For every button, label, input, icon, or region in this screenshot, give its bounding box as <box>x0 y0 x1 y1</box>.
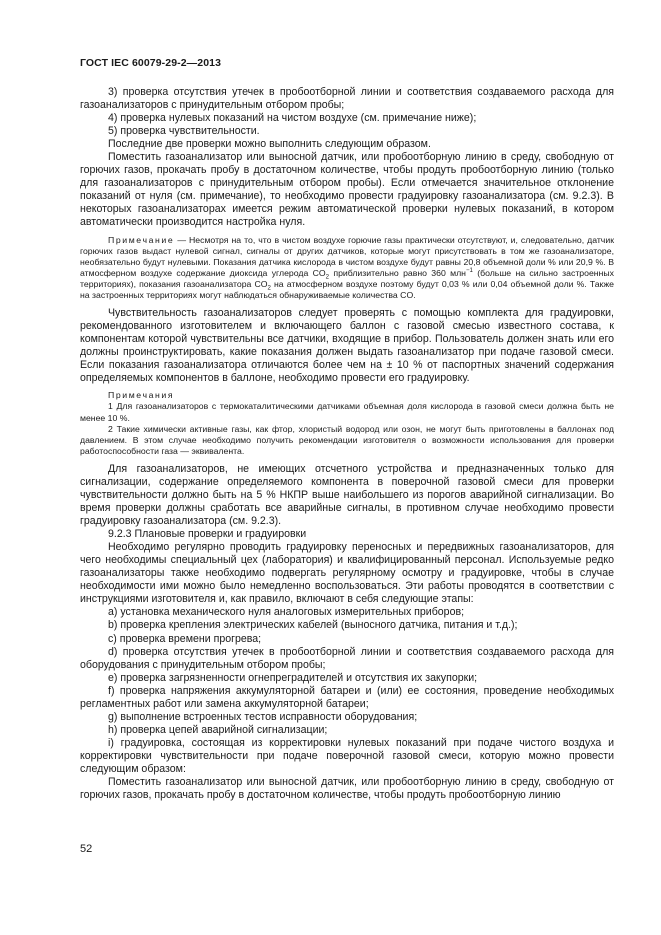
note-label: Примечание <box>108 234 175 245</box>
paragraph-final: Поместить газоанализатор или выносной датчик, или пробоотборную линию в среду, свободную от горючих газов, прокачать пробу в достаточном количестве, чтобы продуть пробоотборную линию <box>80 776 614 802</box>
note-1: 1 Для газоанализаторов с термокаталитическими датчиками объемная доля кислорода в газовой смеси должна быть не менее 10 %. <box>80 401 614 423</box>
note-paragraph: Примечание — Несмотря на то, что в чистом воздухе горючие газы практически отсутствуют, и, следовательно, датчик горючих газов выдаст нулевой сигнал, сигналы от других датчиков, которые могут присутствовать в том же газоанализаторе, необязательно будут нулевыми. Показания датчика кислорода в чистом воздухе будут равны 20,8 объемной доли % или 20,9 %. В атмосферном воздухе содержание диоксида углерода $CO_2$ приблизительно равно 360 млн$^{-1}$ (больше на сильно застроенных территориях), показания газоанализатора $CO_2$ на атмосферном воздухе поэтому будут 0,03 % или 0,04 объемной доли %. Также на застроенных территориях могут наблюдаться обнаруживаемые количества CO. <box>80 234 614 300</box>
list-item: b) проверка крепления электрических кабелей (выносного датчика, питания и т.д.); <box>108 619 518 632</box>
list-item: a) установка механического нуля аналоговых измерительных приборов; <box>108 606 465 619</box>
list-item: h) проверка цепей аварийной сигнализации; <box>108 723 328 736</box>
notes-heading: Примечания <box>108 390 175 401</box>
paragraph-item-4: 4) проверка нулевых показаний на чистом воздухе (см. примечание ниже); <box>108 112 477 125</box>
paragraph-item-5: 5) проверка чувствительности. <box>108 125 260 138</box>
notes-block <box>80 390 614 457</box>
paragraph-sensitivity: Чувствительность газоанализаторов следует проверять с помощью комплекта для градуировки, рекомендованного изготовителем и включающего баллон с газовой смесью известного состава, к компонентам которой чувствительны все датчики, входящие в прибор. Пользователь должен знать или его должны проинструктировать, какие показания должен выдать газоанализатор при подаче газовой смеси. Если показания газоанализатора отличаются более чем на ± 10 % от паспортных значений содержания определяемых компонентов в баллоне, необходимо провести его градуировку. <box>80 307 614 385</box>
page-number: 52 <box>80 843 93 855</box>
list-item: f) проверка напряжения аккумуляторной батареи и (или) ее состояния, проведение необходимых регламентных работ или замена аккумуляторной батареи; <box>80 684 614 710</box>
paragraph-item-3: 3) проверка отсутствия утечек в пробоотборной линии и соответствия создаваемого расхода для газоанализаторов с принудительным отбором пробы; <box>80 86 614 112</box>
list-item: e) проверка загрязненности огнепреградителей и отсутствия их закупорки; <box>108 671 478 684</box>
document-body <box>80 86 614 802</box>
list-item: i) градуировка, состоящая из корректировки нулевых показаний при подаче чистого воздуха и корректировки чувствительности при подаче поверочной газовой смеси, которую можно провести следующим образом: <box>80 736 614 775</box>
paragraph-procedure-intro: Последние две проверки можно выполнить следующим образом. <box>108 138 431 151</box>
paragraph-zero-check: Поместить газоанализатор или выносной датчик, или пробоотборную линию в среду, свободную от горючих газов, прокачать пробу в достаточном количестве, чтобы продуть пробоотборную линию (только для газоанализаторов с принудительным отбором пробы). Если отмечается значительное отклонение показаний от нуля (см. примечание), то необходимо провести градуировку газоанализатора (см. 9.2.3). В некоторых газоанализаторах имеется режим автоматической проверки нулевых показаний, в котором автоматически производится настройка нуля. <box>80 151 614 229</box>
list-item: c) проверка времени прогрева; <box>108 632 262 645</box>
list-item: g) выполнение встроенных тестов исправности оборудования; <box>108 710 418 723</box>
list-item: d) проверка отсутствия утечек в пробоотборной линии и соответствия создаваемого расхода для оборудования с принудительным отбором пробы; <box>80 645 614 671</box>
paragraph-calibration: Необходимо регулярно проводить градуировку переносных и передвижных газоанализаторов, для чего необходимы специальный цех (лаборатория) и квалифицированный персонал. Используемые редко газоанализаторы также необходимо подвергать регулярному осмотру и градуировке, чтобы в случае необходимости ими можно было немедленно воспользоваться. Эти работы проводятся в соответствии с инструкциями изготовителя и, как правило, включают в себя следующие этапы: <box>80 541 614 606</box>
paragraph-alarm-only: Для газоанализаторов, не имеющих отсчетного устройства и предназначенных только для сигнализации, содержание определяемого компонента в поверочной газовой смеси для проверки чувствительности должно быть на 5 % НКПР выше наибольшего из порогов аварийной сигнализации. Во время проверки должны сработать все аварийные сигналы, в противном случае необходимо провести градуировку газоанализатора (см. 9.2.3). <box>80 462 614 528</box>
note-block <box>80 235 614 302</box>
section-heading-9-2-3: 9.2.3 Плановые проверки и градуировки <box>108 528 307 541</box>
note-2: 2 Такие химически активные газы, как фтор, хлористый водород или озон, не могут быть приготовлены в баллонах под давлением. В этом случае необходимо получить рекомендации изготовителя о возможности использования для проверки работоспособности газа — эквивалента. <box>80 423 614 456</box>
standard-header: ГОСТ IEC 60079-29-2—2013 <box>80 57 222 69</box>
